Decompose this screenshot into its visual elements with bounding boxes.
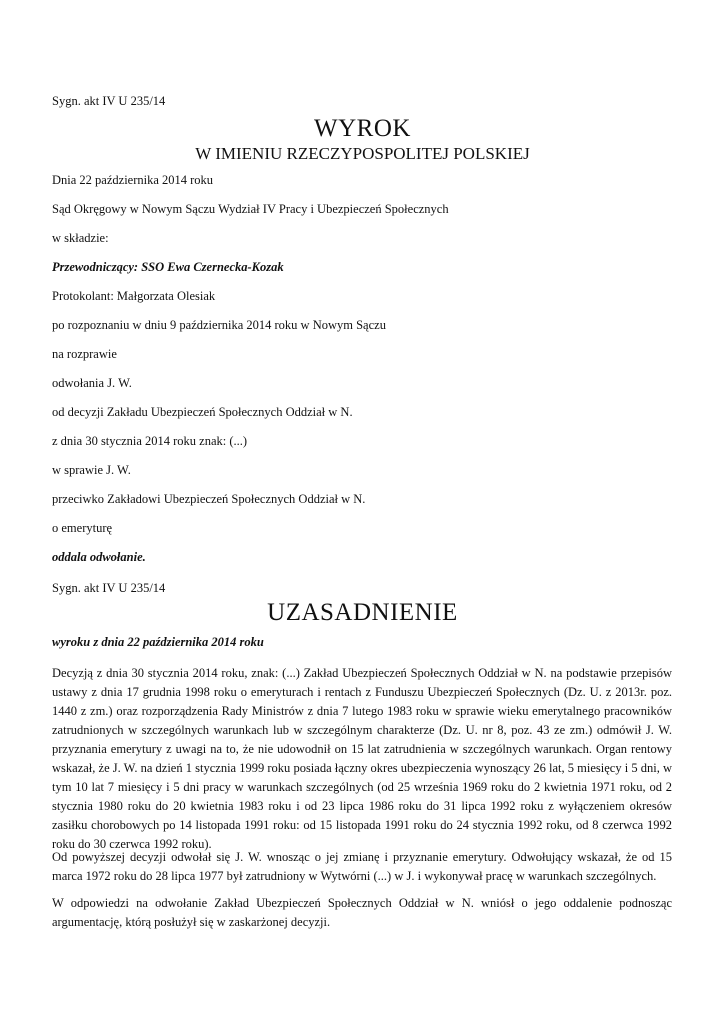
justification-paragraph: W odpowiedzi na odwołanie Zakład Ubezpieczeń Społecznych Oddział w N. wniósł o jego oddalenie podnosząc argumentację, którą posłużył się w zaskarżonej decyzji. bbox=[52, 896, 672, 929]
ruling: oddala odwołanie. bbox=[52, 550, 146, 564]
case-subject: o emeryturę bbox=[52, 521, 113, 535]
justification-paragraph: Decyzją z dnia 30 stycznia 2014 roku, znak: (...) Zakład Ubezpieczeń Społecznych Oddział w N. na podstawie przepisów ustawy z dnia 17 grudnia 1998 roku o emeryturach i rentach z Funduszu Ubezpieczeń Społecznych (Dz. U. z 2013r. poz. 1440 z zm.) oraz rozporządzenia Rady Ministrów z dnia 7 lutego 1983 roku w sprawie wieku emerytalnego pracowników zatrudnionych w szczególnych warunkach lub w szczególnym charakterze (Dz. U. nr 8, poz. 43 ze zm.) odmówił J. W. przyznania emerytury z uwagi na to, że nie udowodnił on 15 lat zatrudnienia w szczególnych warunkach. Organ rentowy wskazał, że J. W. na dzień 1 stycznia 1999 roku posiada łączny okres ubezpieczenia wynoszący 26 lat, 5 miesięcy i 5 dni, w tym 10 lat 7 miesięcy i 5 dni pracy w warunkach szczególnych (od 25 września 1969 roku do 2 kwietnia 1971 roku, od 2 stycznia 1980 roku do 20 kwietnia 1983 roku i od 23 lipca 1986 roku do 31 lipca 1992 roku z wyłączeniem okresów zasiłku chorobowych po 14 listopada 1991 roku: od 15 listopada 1991 roku do 24 stycznia 1992 roku, od 8 czerwca 1992 roku do 30 czerwca 1992 roku). bbox=[52, 666, 672, 851]
verdict-subtitle: W IMIENIU RZECZYPOSPOLITEJ POLSKIEJ bbox=[195, 144, 530, 163]
justification-paragraph: Od powyższej decyzji odwołał się J. W. wnosząc o jej zmianę i przyznanie emerytury. Odwołujący wskazał, że od 15 marca 1972 roku do 28 lipca 1977 był zatrudniony w Wytwórni (...) w J. i wykonywał pracę w warunkach szczególnych. bbox=[52, 850, 672, 883]
case-signature: Sygn. akt IV U 235/14 bbox=[52, 94, 166, 108]
appeal-of: odwołania J. W. bbox=[52, 376, 132, 390]
hearing-info: po rozpoznaniu w dniu 9 października 2014 roku w Nowym Sączu bbox=[52, 318, 386, 332]
case-party: w sprawie J. W. bbox=[52, 463, 131, 477]
justification-subtitle: wyroku z dnia 22 października 2014 roku bbox=[52, 635, 264, 649]
hearing-type: na rozprawie bbox=[52, 347, 117, 361]
justification-signature: Sygn. akt IV U 235/14 bbox=[52, 581, 166, 595]
verdict-date: Dnia 22 października 2014 roku bbox=[52, 173, 214, 187]
decision-of: od decyzji Zakładu Ubezpieczeń Społecznych Oddział w N. bbox=[52, 405, 353, 419]
court-clerk: Protokolant: Małgorzata Olesiak bbox=[52, 289, 216, 303]
presiding-judge: Przewodniczący: SSO Ewa Czernecka-Kozak bbox=[52, 260, 284, 274]
verdict-title: WYROK bbox=[314, 115, 411, 142]
justification-title: UZASADNIENIE bbox=[267, 599, 458, 626]
court-name: Sąd Okręgowy w Nowym Sączu Wydział IV Pracy i Ubezpieczeń Społecznych bbox=[52, 202, 449, 216]
decision-date: z dnia 30 stycznia 2014 roku znak: (...) bbox=[52, 434, 248, 448]
opposing-party: przeciwko Zakładowi Ubezpieczeń Społecznych Oddział w N. bbox=[52, 492, 366, 506]
composition-label: w składzie: bbox=[52, 231, 109, 245]
